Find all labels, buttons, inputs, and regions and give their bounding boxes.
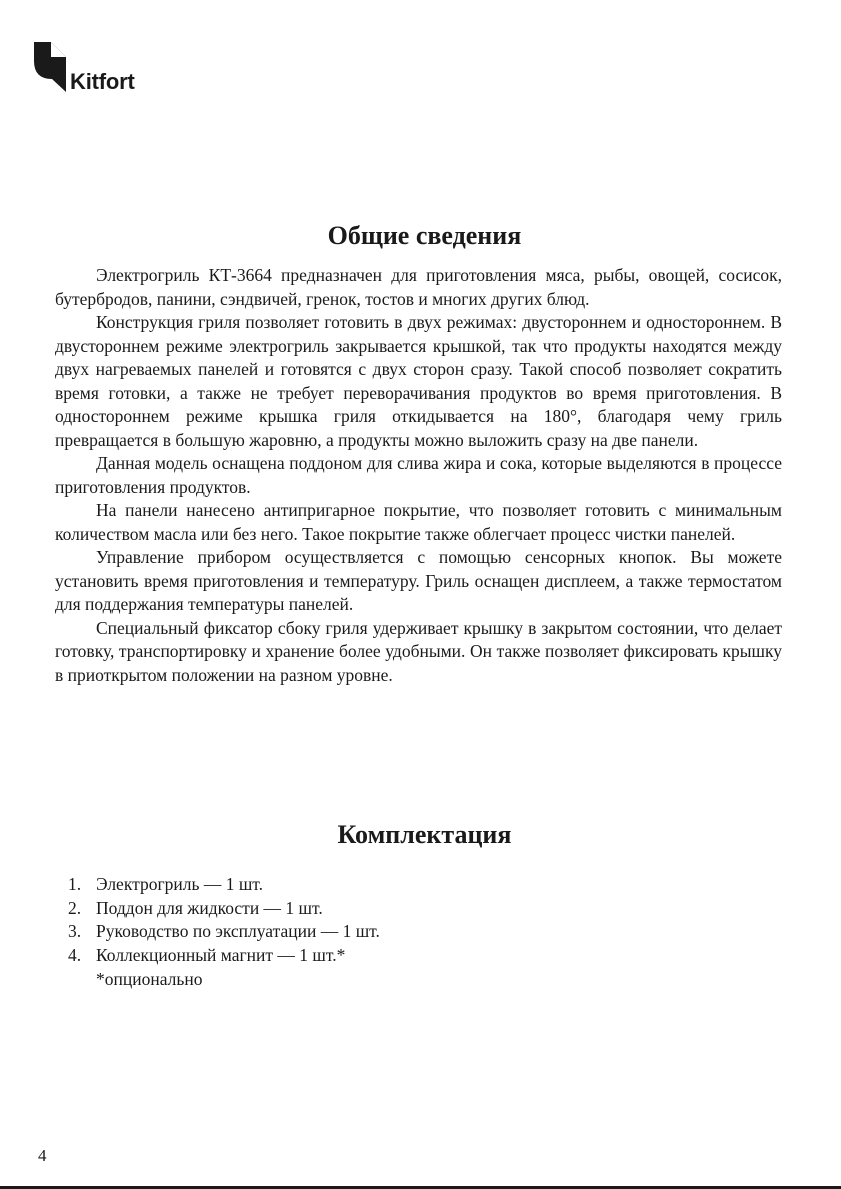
paragraph: На панели нанесено антипригарное покрытие, что позволяет готовить с минимальным количеством масла или без него. Такое покрытие также облегчает процесс чистки панелей. [55, 500, 782, 544]
optional-note: *опционально [96, 969, 203, 989]
paragraph: Управление прибором осуществляется с помощью сенсорных кнопок. Вы можете установить время приготовления и температуру. Гриль оснащен дисплеем, а также термостатом для поддержания температуры панелей. [55, 547, 782, 614]
brand-name: Kitfort [70, 69, 135, 94]
list-item [64, 873, 664, 897]
general-info-text [55, 264, 782, 687]
list-item-number: 2. [68, 897, 82, 918]
page-number: 4 [38, 1146, 47, 1165]
kitfort-logo-icon [34, 42, 66, 92]
paragraph: Конструкция гриля позволяет готовить в двух режимах: двустороннем и одностороннем. В двустороннем режиме электрогриль закрывается крышкой, так что продукты находятся между двух нагреваемых панелей и готовятся с двух сторон сразу. Такой способ позволяет сократить время готовки, а также не требует переворачивания продуктов во время приготовления. В одностороннем режиме крышка гриля откидывается на 180°, благодаря чему гриль превращается в большую жаровню, а продукты можно выложить сразу на две панели. [55, 312, 782, 450]
list-item-text: Поддон для жидкости — 1 шт. [96, 897, 323, 918]
list-item-text: Руководство по эксплуатации — 1 шт. [96, 921, 380, 941]
list-item-number: 1. [68, 874, 82, 894]
list-item-text: Коллекционный магнит — 1 шт.* [96, 944, 346, 965]
list-item [64, 897, 664, 921]
list-item [64, 944, 664, 968]
list-item-text: Электрогриль — 1 шт. [96, 874, 264, 894]
package-contents-list [64, 873, 664, 967]
list-item-number: 4. [68, 944, 82, 965]
section-title-general: Общие сведения [327, 221, 522, 250]
paragraph: Электрогриль КТ-3664 предназначен для приготовления мяса, рыбы, овощей, сосисок, бутербродов, панини, сэндвичей, гренок, тостов и многих других блюд. [55, 265, 782, 309]
paragraph: Данная модель оснащена поддоном для слива жира и сока, которые выделяются в процессе приготовления продуктов. [55, 453, 782, 497]
section-title-contents: Комплектация [337, 820, 512, 849]
brand-logo [34, 42, 144, 94]
list-item [64, 920, 664, 944]
paragraph: Специальный фиксатор сбоку гриля удерживает крышку в закрытом состоянии, что делает готовку, транспортировку и хранение более удобными. Он также позволяет фиксировать крышку в приоткрытом положении на разном уровне. [55, 617, 782, 685]
list-item-number: 3. [68, 921, 82, 941]
